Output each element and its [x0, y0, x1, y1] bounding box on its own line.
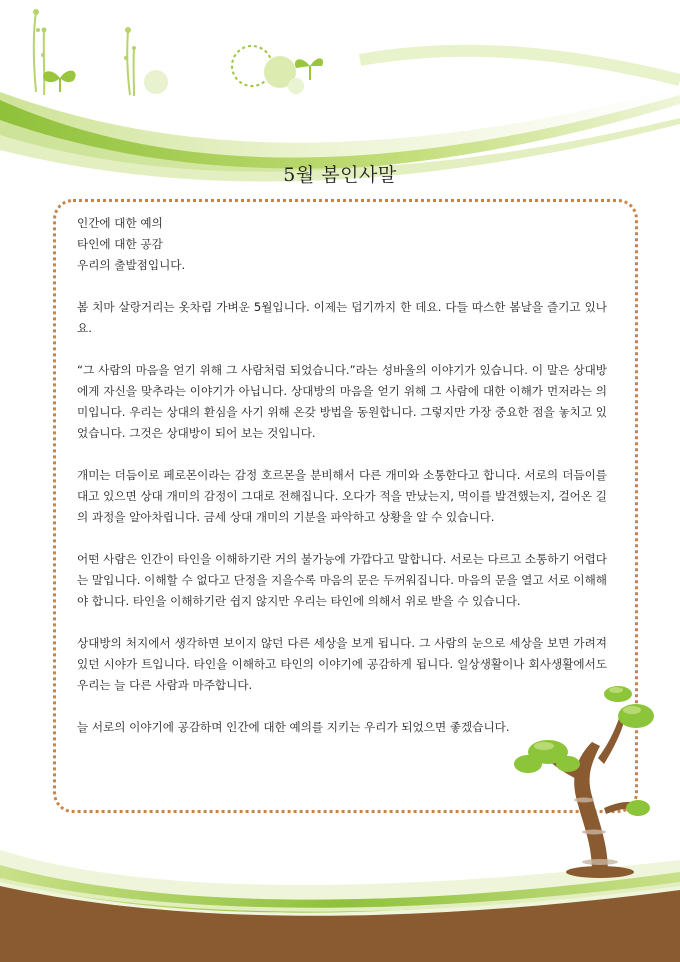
- paragraph: 개미는 더듬이로 페로몬이라는 감정 호르몬을 분비해서 다른 개미와 소통한다고 합니다. 서로의 더듬이를 대고 있으면 상대 개미의 감정이 그대로 전해집니다. 오다가 적을 만났는지, 먹이를 발견했는지, 걸어온 길의 과정을 알아차립니다. 금세 상대 개미의 기분을 파악하고 상황을 알 수 있습니다.: [77, 468, 607, 524]
- page-title: 5월 봄인사말: [283, 164, 397, 186]
- tree-illustration: [500, 672, 680, 882]
- paragraph: 어떤 사람은 인간이 타인을 이해하기란 거의 불가능에 가깝다고 말합니다. 서로는 다르고 소통하기 어렵다는 말입니다. 이해할 수 없다고 단정을 지을수록 마음의 문은 두꺼워집니다. 마음의 문을 열고 서로 이해해야 합니다. 타인을 이해하기란 쉽지 않지만 우리는 타인에 의해서 위로 받을 수 있습니다.: [77, 552, 607, 608]
- opening-line: 타인에 대한 공감: [77, 237, 163, 251]
- opening-line: 우리의 출발점입니다.: [77, 258, 186, 272]
- paragraph: 늘 서로의 이야기에 공감하며 인간에 대한 예의를 지키는 우리가 되었으면 좋겠습니다.: [77, 720, 510, 734]
- opening-line: 인간에 대한 예의: [77, 216, 163, 230]
- opening-lines: [77, 213, 607, 276]
- paragraph: “그 사람의 마음을 얻기 위해 그 사람처럼 되었습니다.”라는 성바울의 이야기가 있습니다. 이 말은 상대방에게 자신을 맞추라는 이야기가 아닙니다. 상대방의 마음을 얻기 위해 그 사람에 대한 이해가 먼저라는 의미입니다. 우리는 상대의 환심을 사기 위해 온갖 방법을 동원합니다. 그렇지만 가장 중요한 점을 놓치고 있었습니다. 그것은 상대방이 되어 보는 것입니다.: [77, 363, 607, 440]
- paragraph: 봄 치마 살랑거리는 옷차림 가벼운 5월입니다. 이제는 덥기까지 한 데요. 다들 따스한 봄날을 즐기고 있나요.: [77, 300, 607, 335]
- paragraph: 상대방의 처지에서 생각하면 보이지 않던 다른 세상을 보게 됩니다. 그 사람의 눈으로 세상을 보면 가려져 있던 시야가 트입니다. 타인을 이해하고 타인의 이야기에 공감하게 됩니다. 일상생활이나 회사생활에서도 우리는 늘 다른 사람과 마주합니다.: [77, 636, 607, 692]
